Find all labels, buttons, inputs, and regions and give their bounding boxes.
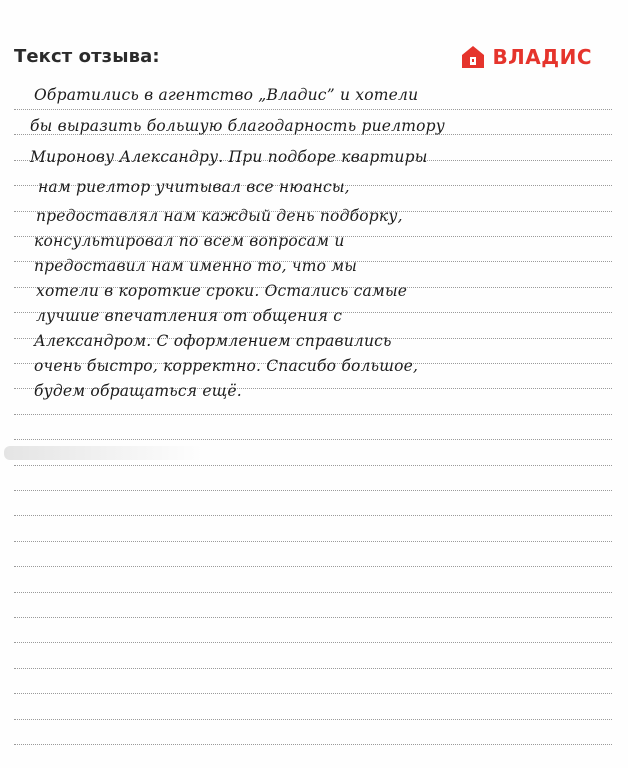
ruled-line [14,642,612,643]
review-line: Миронову Александру. При подборе квартиры [30,148,428,166]
review-line: Обратились в агентство „Владис” и хотели [34,86,419,104]
ruled-line [14,439,612,440]
review-line: хотели в короткие сроки. Остались самые [36,282,408,300]
review-line: предоставил нам именно то, что мы [34,257,358,275]
ruled-line [14,668,612,669]
ruled-line [14,693,612,694]
ruled-line [14,515,612,516]
ruled-line [14,541,612,542]
ruled-line [14,109,612,110]
review-line: очень быстро, корректно. Спасибо большое, [34,357,419,375]
ruled-line [14,744,612,745]
scan-artifact [4,446,204,460]
review-line: будем обращаться ещё. [34,382,242,400]
ruled-line [14,719,612,720]
ruled-line [14,566,612,567]
ruled-line [14,414,612,415]
review-line: предоставлял нам каждый день подборку, [36,207,403,225]
review-line: консультировал по всем вопросам и [34,232,345,250]
ruled-line [14,490,612,491]
review-line: лучшие впечатления от общения с [36,307,343,325]
review-line: нам риелтор учитывал все нюансы, [38,178,350,196]
ruled-line [14,617,612,618]
review-line: бы выразить большую благодарность риелтору [30,117,445,135]
review-line: Александром. С оформлением справились [34,332,392,350]
brand-name: ВЛАДИС [492,45,592,69]
ruled-line [14,592,612,593]
form-title: Текст отзыва: [14,46,160,67]
ruled-line [14,465,612,466]
